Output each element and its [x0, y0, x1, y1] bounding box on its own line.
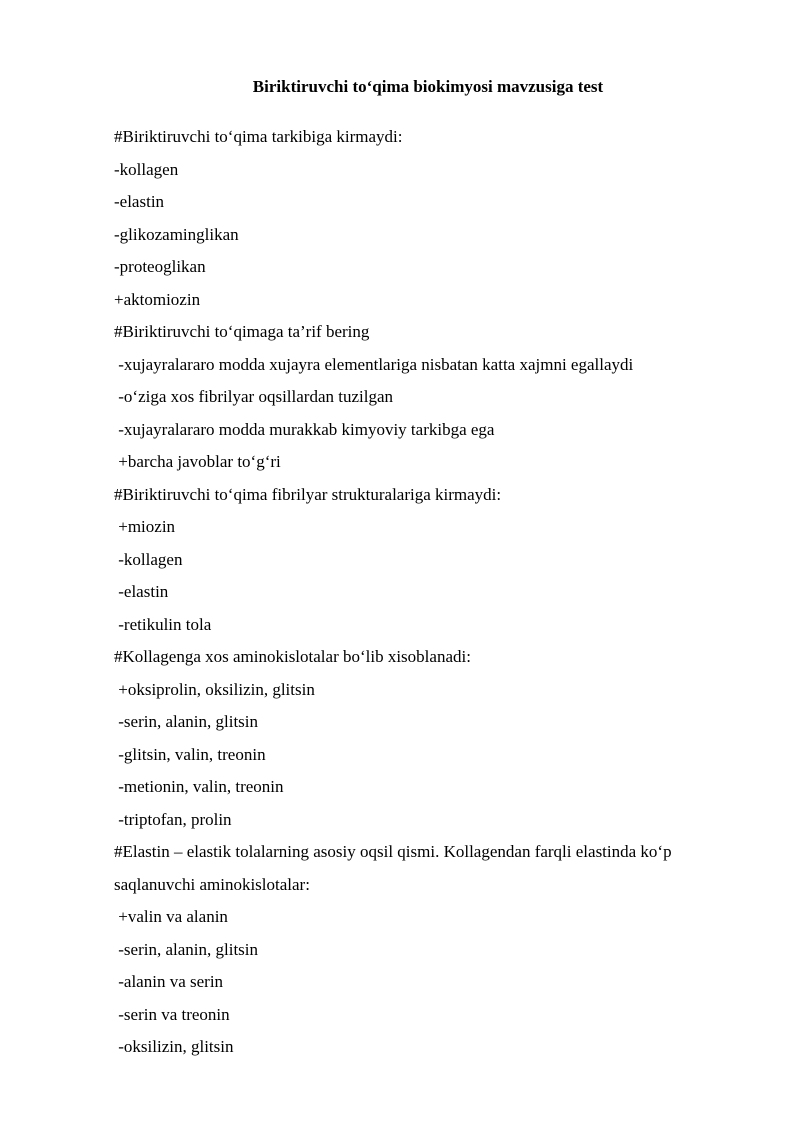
question-4: #Kollagenga xos aminokislotalar bo‘lib xisoblanadi:	[114, 647, 471, 666]
answer-option: -serin va treonin	[114, 1004, 230, 1024]
answer-option: -triptofan, prolin	[114, 809, 232, 829]
answer-option: -glikozaminglikan	[114, 224, 239, 244]
answer-option-correct: +aktomiozin	[114, 289, 201, 309]
answer-option: -xujayralararo modda murakkab kimyoviy tarkibga ega	[114, 419, 495, 439]
answer-option: -retikulin tola	[114, 614, 212, 634]
question-3: #Biriktiruvchi to‘qima fibrilyar strukturalariga kirmaydi:	[114, 484, 502, 504]
answer-option: -proteoglikan	[114, 257, 206, 276]
page-title: Biriktiruvchi to‘qima biokimyosi mavzusiga test	[252, 77, 604, 96]
question-5: #Elastin – elastik tolalarning asosiy oqsil qismi. Kollagendan farqli elastinda ko‘p	[114, 842, 672, 861]
answer-option: -metionin, valin, treonin	[114, 777, 284, 796]
question-1: #Biriktiruvchi to‘qima tarkibiga kirmaydi:	[114, 127, 403, 146]
answer-option-correct: +valin va alanin	[114, 907, 228, 926]
answer-option-correct: +barcha javoblar to‘g‘ri	[114, 452, 281, 471]
answer-option: -serin, alanin, glitsin	[114, 712, 259, 731]
answer-option: -oksilizin, glitsin	[114, 1037, 234, 1056]
answer-option: -serin, alanin, glitsin	[114, 939, 259, 959]
answer-option-correct: +oksiprolin, oksilizin, glitsin	[114, 679, 315, 699]
answer-option: -alanin va serin	[114, 972, 224, 991]
test-body	[114, 121, 754, 1064]
answer-option: -xujayralararo modda xujayra elementlariga nisbatan katta xajmni egallaydi	[114, 354, 634, 374]
question-5-continuation: saqlanuvchi aminokislotalar:	[114, 874, 310, 894]
answer-option: -elastin	[114, 582, 169, 601]
answer-option: -elastin	[114, 192, 165, 211]
answer-option: -kollagen	[114, 159, 179, 179]
answer-option: -glitsin, valin, treonin	[114, 744, 266, 764]
answer-option: -kollagen	[114, 549, 183, 569]
answer-option-correct: +miozin	[114, 517, 176, 536]
question-2: #Biriktiruvchi to‘qimaga ta’rif bering	[114, 322, 370, 341]
answer-option: -o‘ziga xos fibrilyar oqsillardan tuzilgan	[114, 387, 393, 406]
